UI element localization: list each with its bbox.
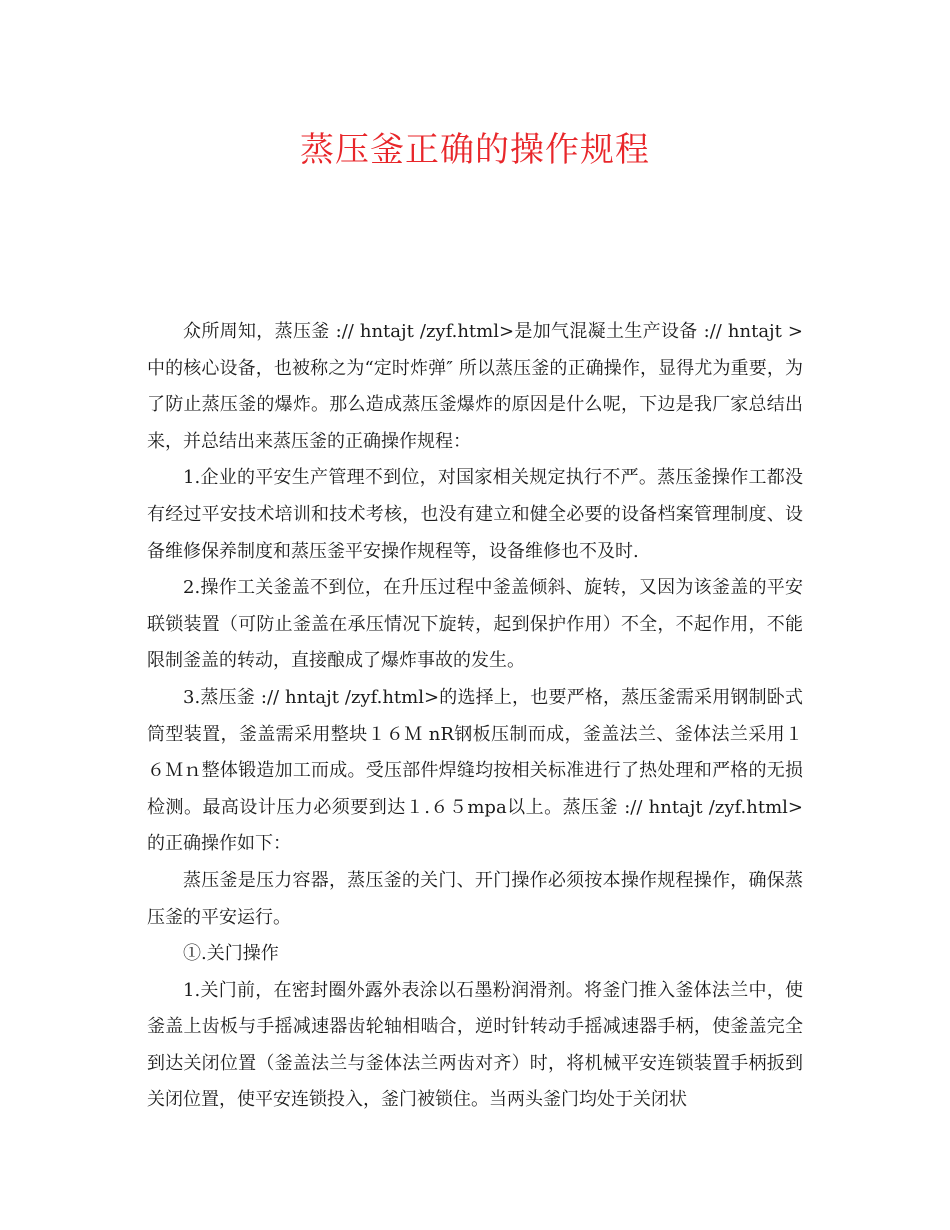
paragraph-reason-3: 3.蒸压釜 :// hntajt /zyf.html>的选择上，也要严格，蒸压釜需采用钢制卧式筒型装置，釜盖需采用整块１６Ｍ nR钢板压制而成，釜盖法兰、釜体法兰采用１６Ｍｎ整体锻造加工而成。受压部件焊缝均按相关标准进行了热处理和严格的无损检测。最高设计压力必须要到达１.６５mpa以上。蒸压釜 :// hntajt /zyf.html>的正确操作如下： bbox=[147, 686, 803, 855]
paragraph-reason-2: 2.操作工关釜盖不到位，在升压过程中釜盖倾斜、旋转，又因为该釜盖的平安联锁装置（可防止釜盖在承压情况下旋转，起到保护作用）不全，不起作用，不能限制釜盖的转动，直接酿成了爆炸事故的发生。 bbox=[147, 577, 803, 672]
document-body bbox=[147, 314, 803, 1119]
paragraph-intro: 众所周知，蒸压釜 :// hntajt /zyf.html>是加气混凝土生产设备 :// hntajt >中的核心设备，也被称之为“定时炸弹″ 所以蒸压釜的正确操作，显得尤为重要，为了防止蒸压釜的爆炸。那么造成蒸压釜爆炸的原因是什么呢，下边是我厂家总结出来，并总结出来蒸压釜的正确操作规程： bbox=[147, 321, 803, 452]
section-heading-close-door: ①.关门操作 bbox=[183, 943, 279, 965]
paragraph-operation-intro: 蒸压釜是压力容器，蒸压釜的关门、开门操作必须按本操作规程操作，确保蒸压釜的平安运行。 bbox=[147, 869, 803, 928]
document-title: 蒸压釜正确的操作规程 bbox=[300, 130, 650, 170]
paragraph-reason-1: 1.企业的平安生产管理不到位，对国家相关规定执行不严。蒸压釜操作工都没有经过平安技术培训和技术考核，也没有建立和健全必要的设备档案管理制度、设备维修保养制度和蒸压釜平安操作规程等，设备维修也不及时. bbox=[147, 467, 803, 562]
paragraph-close-step-1: 1.关门前，在密封圈外露外表涂以石墨粉润滑剂。将釜门推入釜体法兰中，使釜盖上齿板与手摇减速器齿轮轴相啮合，逆时针转动手摇减速器手柄，使釜盖完全到达关闭位置（釜盖法兰与釜体法兰两齿对齐）时，将机械平安连锁装置手柄扳到关闭位置，使平安连锁投入，釜门被锁住。当两头釜门均处于关闭状 bbox=[147, 979, 803, 1111]
